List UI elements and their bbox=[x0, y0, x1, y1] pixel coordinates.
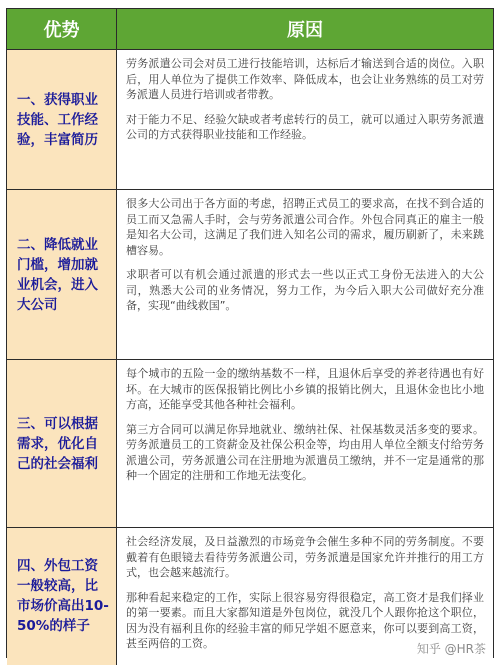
advantages-table bbox=[6, 8, 494, 658]
reason-cell-3 bbox=[117, 360, 493, 528]
reason-paragraph: 劳务派遣公司会对员工进行技能培训，达标后才输送到合适的岗位。入职后，用人单位为了提供工作效率、降低成本，也会让业务熟练的员工对劳务派遣人员进行培训或者带教。 bbox=[126, 57, 484, 101]
reason-paragraph: 第三方合同可以满足你异地就业、缴纳社保、社保基数灵活多变的要求。劳务派遣员工的工资薪金及社保公积金等，均由用人单位全额支付给劳务派遣公司，劳务派遣公司在注册地为派遣员工缴纳，并不一定是通常的那种一个固定的注册和工作地无法变化。 bbox=[126, 422, 484, 482]
reason-paragraph: 对于能力不足、经验欠缺或者考虑转行的员工，就可以通过入职劳务派遣公司的方式获得职业技能和工作经验。 bbox=[126, 112, 484, 141]
reason-paragraph: 社会经济发展，及日益激烈的市场竞争会催生多种不同的劳务制度。不要戴着有色眼镜去看待劳务派遣公司，劳务派遣是国家允许并推行的用工方式，也会越来越流行。 bbox=[126, 535, 484, 579]
reason-paragraph: 每个城市的五险一金的缴纳基数不一样，且退休后享受的养老待遇也有好坏。在大城市的医保报销比例比小乡镇的报销比例大，且退休金也比小地方高，还能享受其他各种社会福利。 bbox=[126, 367, 484, 411]
advantage-cell-2: 二、降低就业门槛，增加就业机会，进入大公司 bbox=[7, 190, 117, 360]
header-reason: 原因 bbox=[117, 9, 493, 50]
reason-paragraph: 那种看起来稳定的工作，实际上很容易穷得很稳定，高工资才是我们择业的第一要素。而且大家都知道是外包岗位，就没几个人跟你抢这个职位，因为没有福利且你的经验丰富的师兄学姐不愿意来，你可以要到高工资，甚至两倍的工资。 bbox=[126, 590, 484, 650]
advantage-cell-1: 一、获得职业技能、工作经验，丰富简历 bbox=[7, 50, 117, 190]
reason-cell-2 bbox=[117, 190, 493, 360]
watermark: 知乎 @HR茶 bbox=[416, 642, 486, 656]
reason-cell-1 bbox=[117, 50, 493, 190]
reason-paragraph: 求职者可以有机会通过派遣的形式去一些以正式工身份无法进入的大公司，熟悉大公司的业务情况，努力工作，为今后入职大公司做好充分准备，实现“曲线救国”。 bbox=[126, 268, 484, 312]
reason-paragraph: 很多大公司出于各方面的考虑，招聘正式员工的要求高，在找不到合适的员工而又急需人手时，会与劳务派遣公司合作。外包合同真正的雇主一般是知名大公司，这满足了我们进入知名公司的需求，履历刷新了，未来跳槽容易。 bbox=[126, 197, 484, 257]
header-advantage: 优势 bbox=[7, 9, 117, 50]
advantage-cell-4: 四、外包工资一般较高，比市场价高出10-50%的样子 bbox=[7, 528, 117, 665]
advantage-cell-3: 三、可以根据需求，优化自己的社会福利 bbox=[7, 360, 117, 528]
